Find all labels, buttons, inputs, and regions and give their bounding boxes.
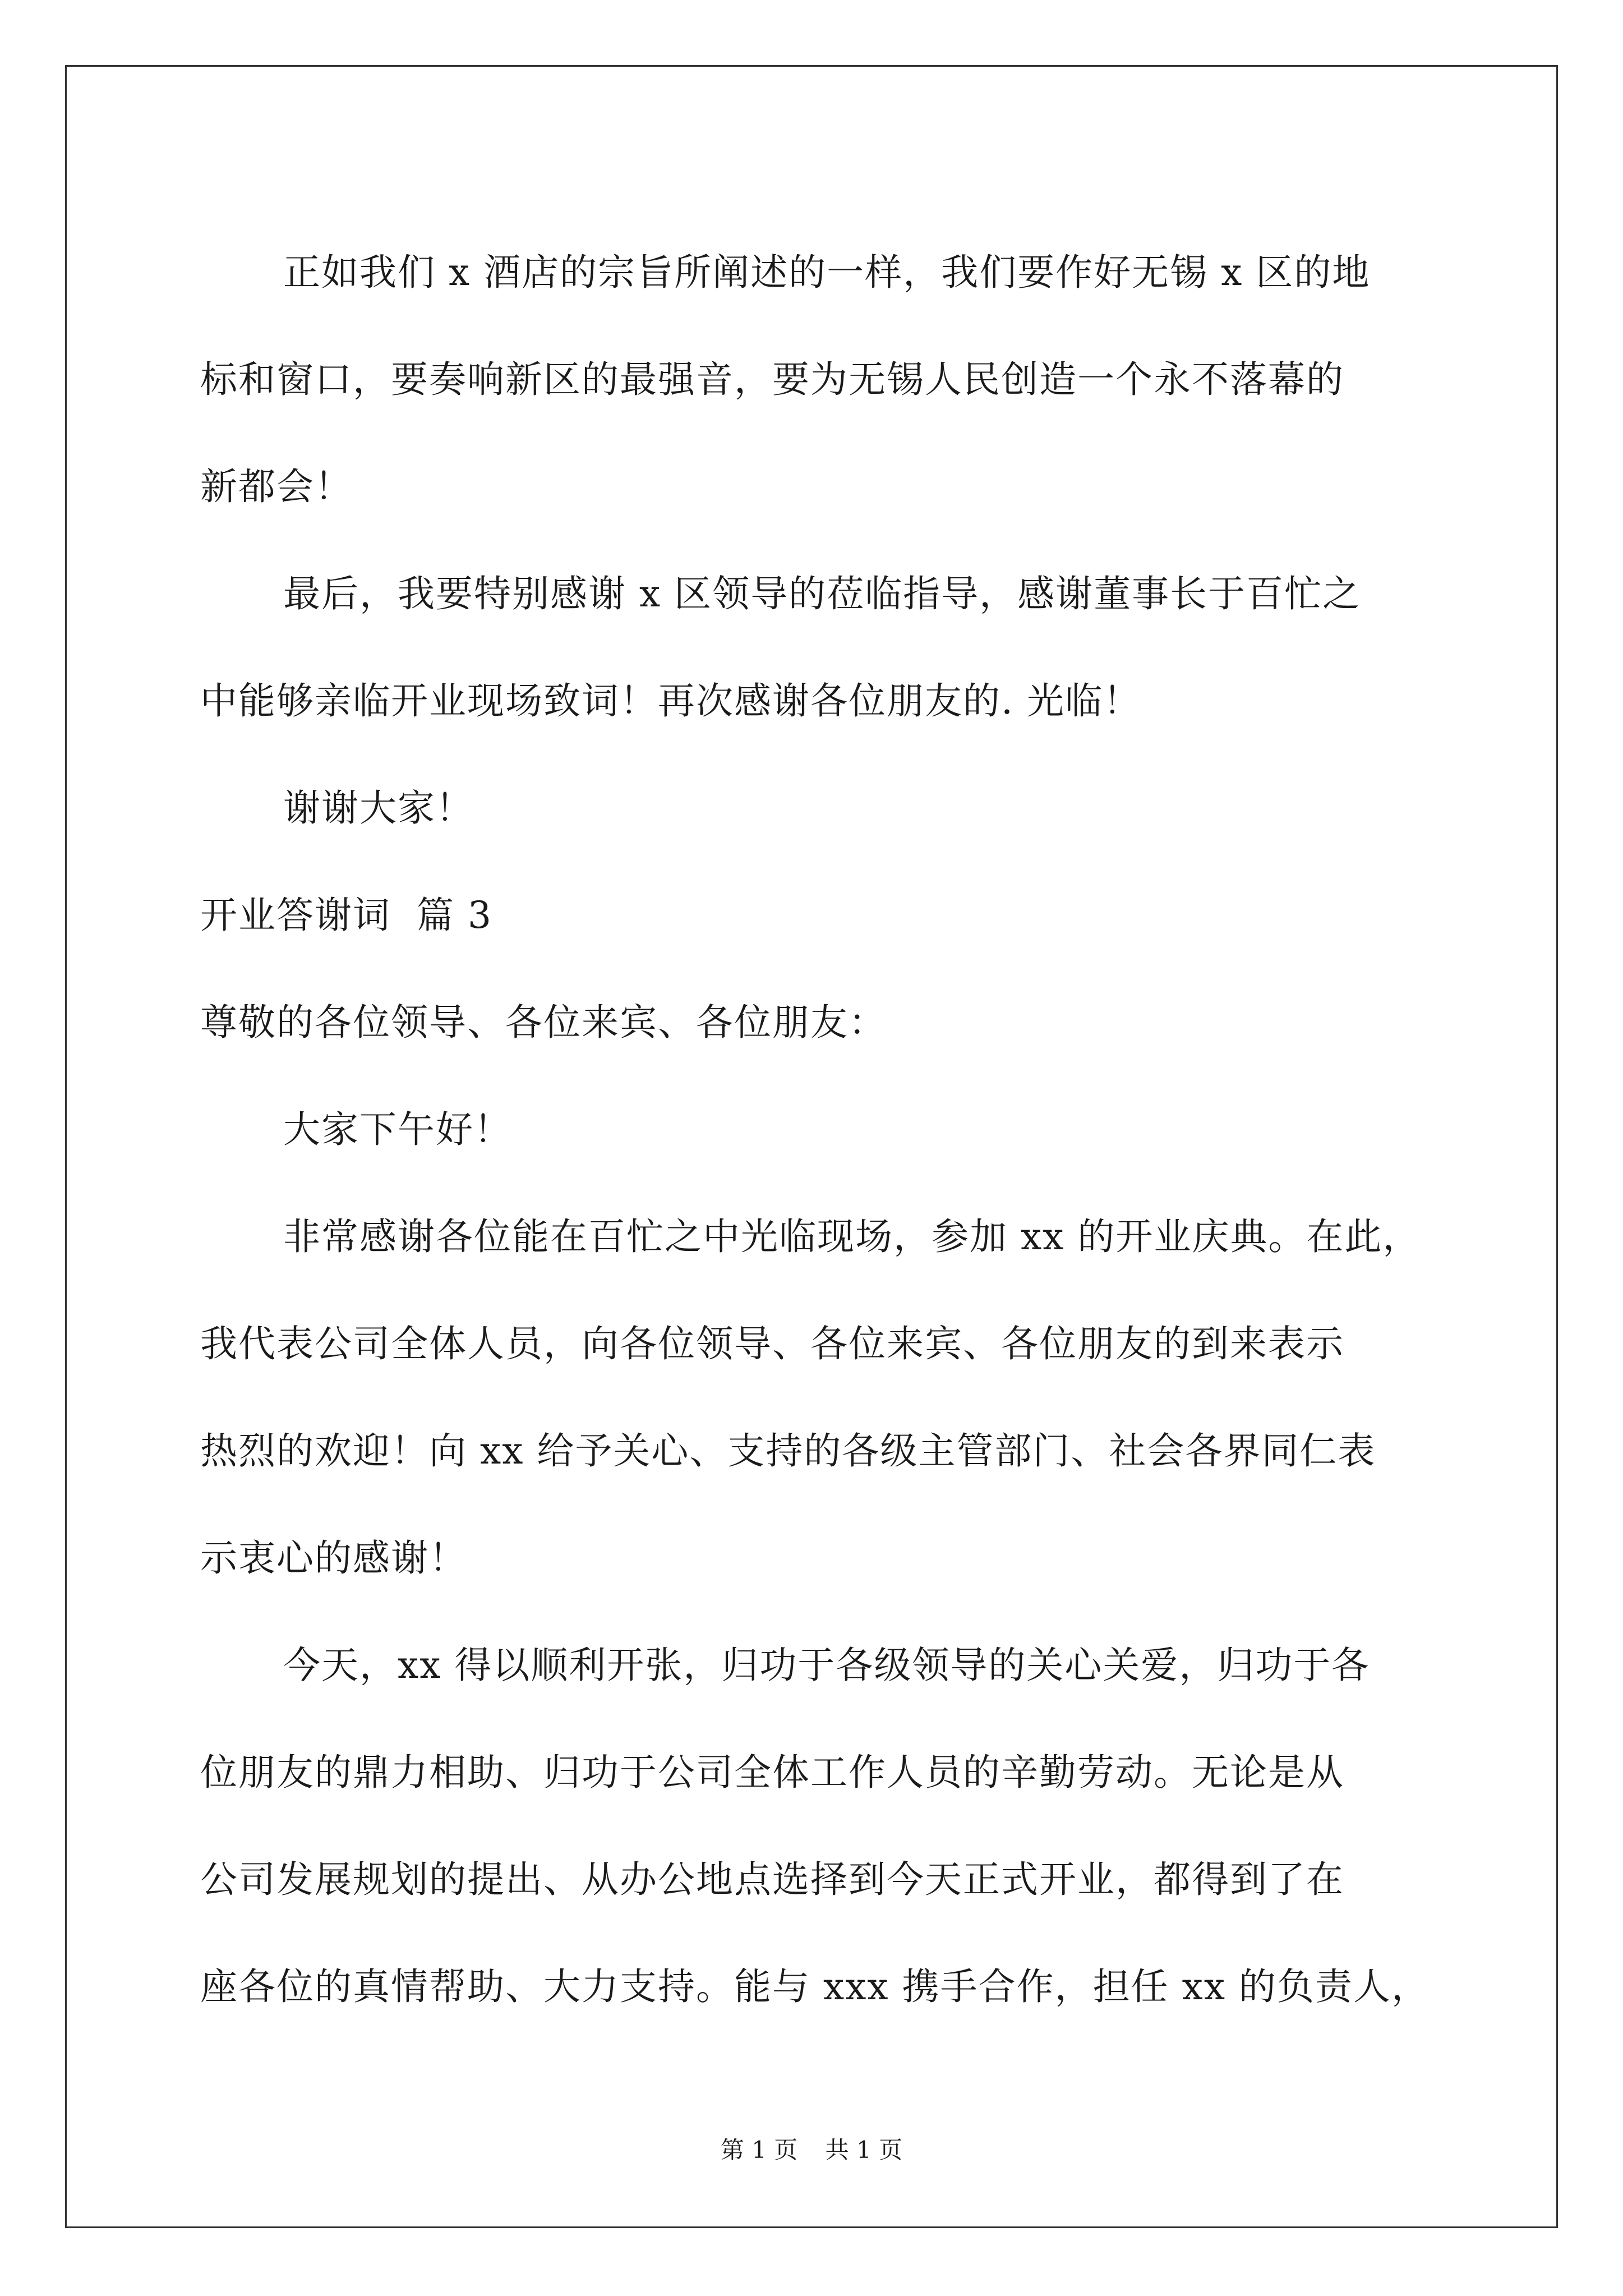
section-heading: 开业答谢词 篇 3: [200, 894, 492, 937]
paragraph-line: 最后，我要特别感谢 x 区领导的莅临指导，感谢董事长于百忙之: [283, 572, 1361, 615]
paragraph-line: 中能够亲临开业现场致词！再次感谢各位朋友的. 光临！: [200, 679, 1141, 723]
paragraph-line: 位朋友的鼎力相助、归功于公司全体工作人员的辛勤劳动。无论是从: [200, 1751, 1344, 1794]
paragraph-line: 示衷心的感谢！: [200, 1536, 467, 1580]
greeting: 大家下午好！: [283, 1108, 512, 1151]
paragraph-line: 公司发展规划的提出、从办公地点选择到今天正式开业，都得到了在: [200, 1858, 1344, 1901]
paragraph-line: 标和窗口，要奏响新区的最强音，要为无锡人民创造一个永不落幕的: [200, 358, 1344, 401]
page-number: 第 1 页: [720, 2136, 798, 2164]
paragraph-line: 座各位的真情帮助、大力支持。能与 xxx 携手合作，担任 xx 的负责人，: [200, 1965, 1430, 2008]
salutation: 尊敬的各位领导、各位来宾、各位朋友：: [200, 1001, 887, 1044]
paragraph-line: 今天，xx 得以顺利开张，归功于各级领导的关心关爱，归功于各: [283, 1644, 1370, 1687]
total-pages: 共 1 页: [825, 2136, 903, 2164]
paragraph-line: 非常感谢各位能在百忙之中光临现场，参加 xx 的开业庆典。在此，: [283, 1215, 1421, 1258]
paragraph-line: 谢谢大家！: [283, 786, 474, 830]
page-footer: [0, 2132, 1623, 2165]
document-body: [200, 219, 1434, 2040]
paragraph-line: 新都会！: [200, 465, 353, 508]
paragraph-line: 热烈的欢迎！向 xx 给予关心、支持的各级主管部门、社会各界同仁表: [200, 1429, 1376, 1473]
paragraph-line: 正如我们 x 酒店的宗旨所阐述的一样，我们要作好无锡 x 区的地: [283, 251, 1371, 294]
paragraph-line: 我代表公司全体人员，向各位领导、各位来宾、各位朋友的到来表示: [200, 1322, 1344, 1365]
